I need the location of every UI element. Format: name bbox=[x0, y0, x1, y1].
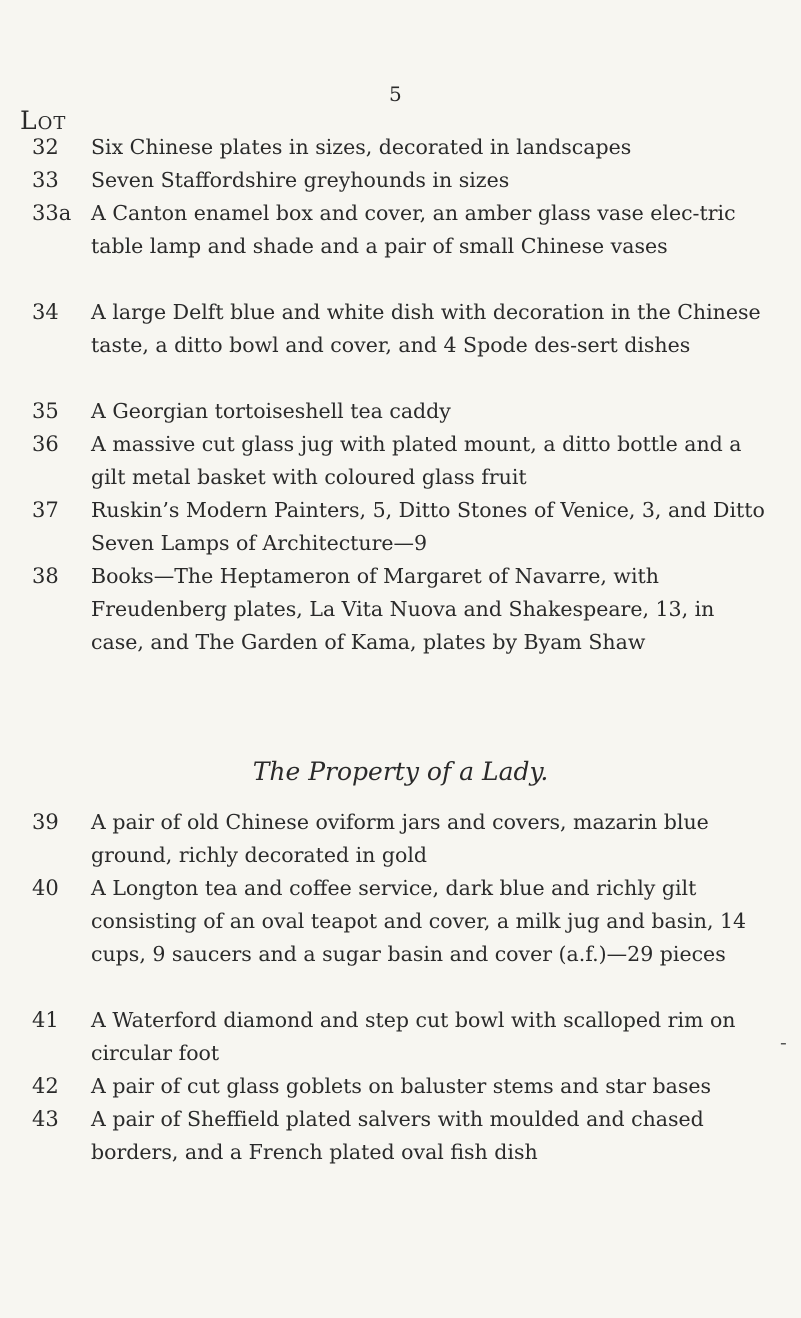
lot-description: A Canton enamel box and cover, an amber glass vase elec-tric table lamp and shade and a pair of small Chinese vases bbox=[91, 201, 736, 258]
lot-description: A Georgian tortoiseshell tea caddy bbox=[91, 399, 451, 423]
lot-description: Books—The Heptameron of Margaret of Navarre, with Freudenberg plates, La Vita Nuova and Shakespeare, 13, in case, and The Garden of Kama, plates by Byam Shaw bbox=[91, 564, 715, 654]
lot-number: 39 bbox=[32, 810, 59, 834]
section-heading: The Property of a Lady. bbox=[252, 757, 549, 786]
lot-number: 42 bbox=[32, 1074, 59, 1098]
lot-number: 32 bbox=[32, 135, 59, 159]
lot-number: 33a bbox=[32, 201, 72, 225]
lot-column-header: Lot bbox=[20, 106, 67, 135]
lot-number: 38 bbox=[32, 564, 59, 588]
lot-number: 40 bbox=[32, 876, 59, 900]
lot-description: Ruskin’s Modern Painters, 5, Ditto Stones of Venice, 3, and Ditto Seven Lamps of Architecture—9 bbox=[91, 498, 765, 555]
lot-description: A Longton tea and coffee service, dark blue and richly gilt consisting of an oval teapot and cover, a milk jug and basin, 14 cups, 9 saucers and a sugar basin and cover (a.f.)—29 pieces bbox=[91, 876, 747, 966]
lot-number: 43 bbox=[32, 1107, 59, 1131]
lot-number: 36 bbox=[32, 432, 59, 456]
lot-description: A pair of old Chinese oviform jars and covers, mazarin blue ground, richly decorated in gold bbox=[91, 810, 709, 867]
lot-description: A pair of Sheffield plated salvers with moulded and chased borders, and a French plated oval fish dish bbox=[91, 1107, 704, 1164]
lot-number: 41 bbox=[32, 1008, 59, 1032]
lot-description: Seven Staffordshire greyhounds in sizes bbox=[91, 168, 510, 192]
lot-description: A large Delft blue and white dish with decoration in the Chinese taste, a ditto bowl and cover, and 4 Spode des-sert dishes bbox=[91, 300, 761, 357]
lot-number: 33 bbox=[32, 168, 59, 192]
lot-number: 37 bbox=[32, 498, 59, 522]
lot-description: A Waterford diamond and step cut bowl with scalloped rim on circular foot bbox=[91, 1008, 736, 1065]
lot-number: 34 bbox=[32, 300, 59, 324]
page-number: 5 bbox=[389, 82, 402, 106]
lot-description: Six Chinese plates in sizes, decorated in landscapes bbox=[91, 135, 632, 159]
lot-description: A massive cut glass jug with plated mount, a ditto bottle and a gilt metal basket with coloured glass fruit bbox=[91, 432, 742, 489]
margin-mark: - bbox=[780, 1030, 787, 1054]
lot-description: A pair of cut glass goblets on baluster stems and star bases bbox=[91, 1074, 712, 1098]
lot-number: 35 bbox=[32, 399, 59, 423]
